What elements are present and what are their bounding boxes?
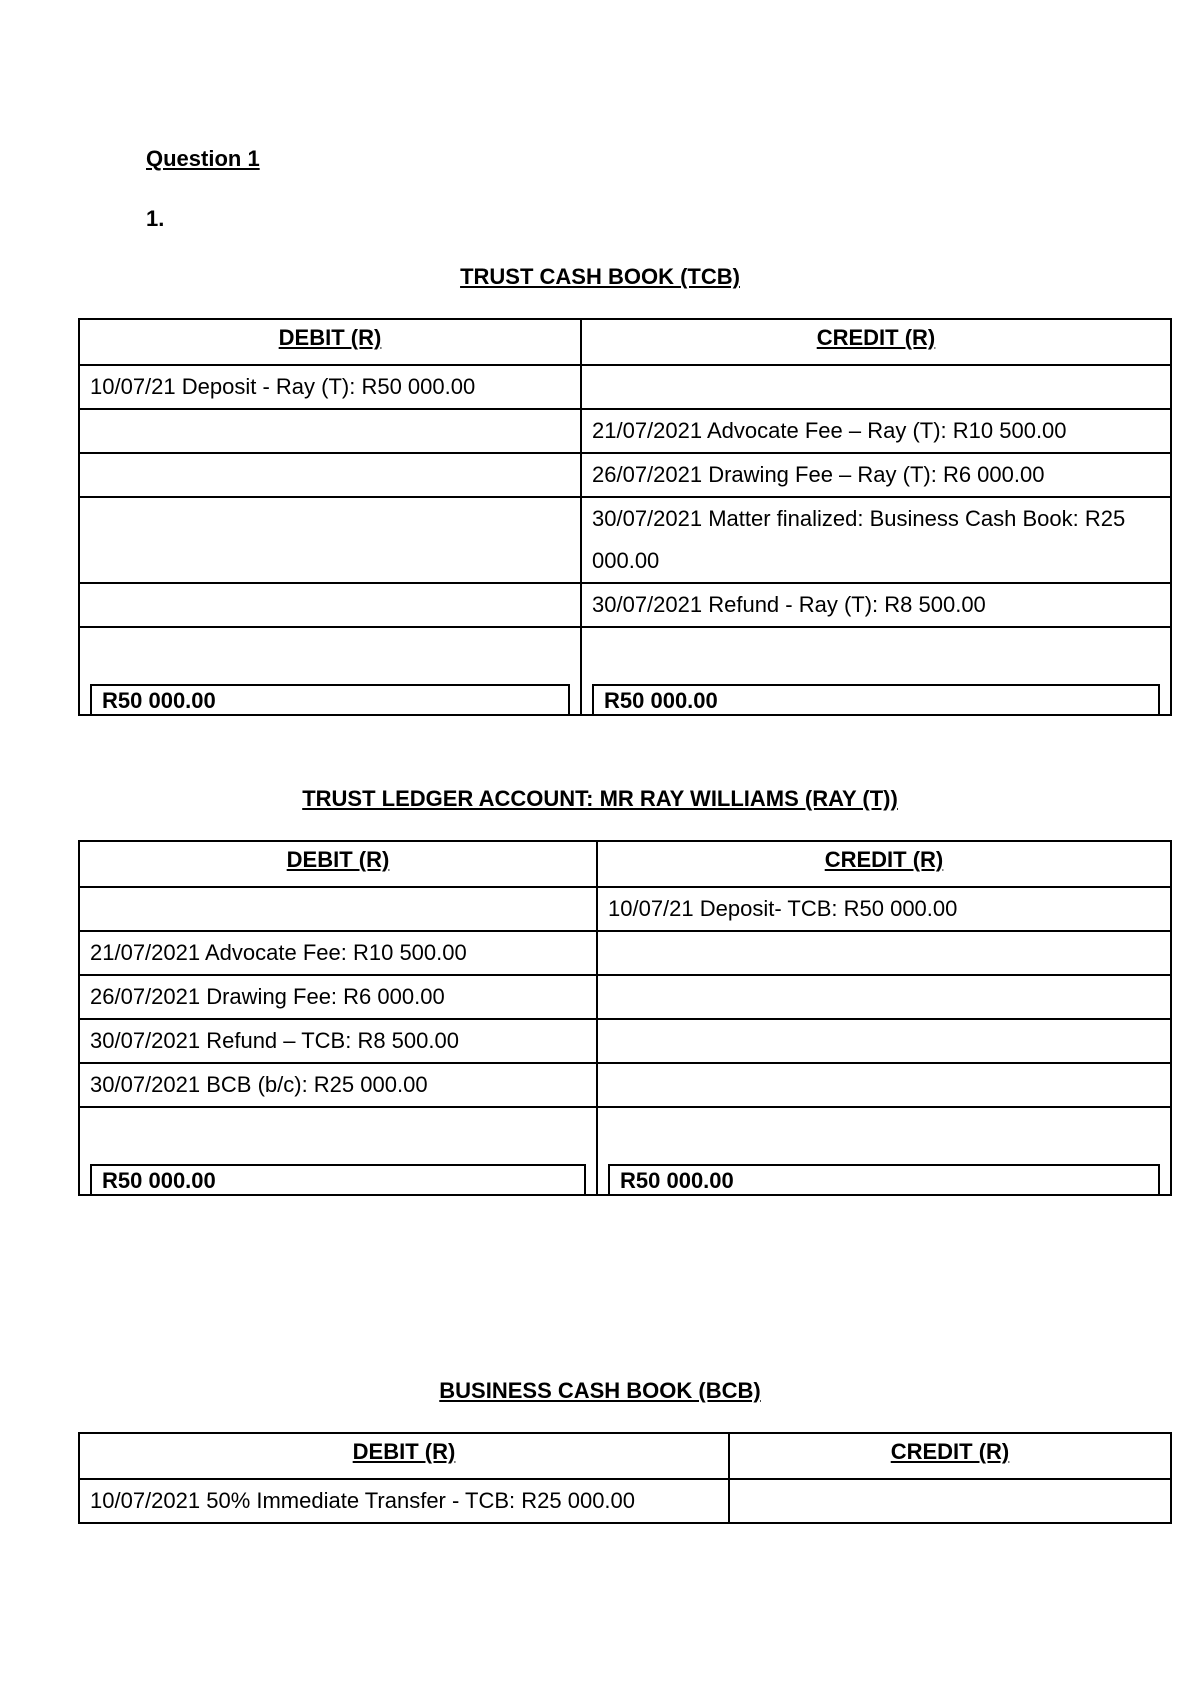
- bcb-title: BUSINESS CASH BOOK (BCB): [439, 1378, 761, 1403]
- tcb-title: TRUST CASH BOOK (TCB): [460, 264, 740, 289]
- tcb-debit-total-cell: [79, 627, 581, 715]
- ledger-debit-cell: 30/07/2021 Refund – TCB: R8 500.00: [79, 1019, 597, 1063]
- tcb-credit-total: R50 000.00: [592, 684, 1160, 714]
- ledger-credit-header: CREDIT (R): [597, 841, 1171, 887]
- ledger-debit-cell: 30/07/2021 BCB (b/c): R25 000.00: [79, 1063, 597, 1107]
- ledger-debit-total: R50 000.00: [90, 1164, 586, 1194]
- table-row: [79, 365, 1171, 409]
- table-row: [79, 1063, 1171, 1107]
- table-row: [79, 975, 1171, 1019]
- tcb-debit-total: R50 000.00: [90, 684, 570, 714]
- ledger-credit-cell: [597, 1063, 1171, 1107]
- tcb-credit-cell: 26/07/2021 Drawing Fee – Ray (T): R6 000.00: [581, 453, 1171, 497]
- bcb-header-row: [79, 1433, 1171, 1479]
- bcb-table: [78, 1432, 1172, 1524]
- question-number: 1.: [146, 206, 165, 231]
- ledger-title: TRUST LEDGER ACCOUNT: MR RAY WILLIAMS (RAY (T)): [302, 786, 898, 811]
- table-row: [79, 1479, 1171, 1523]
- ledger-debit-total-cell: [79, 1107, 597, 1195]
- ledger-header-row: [79, 841, 1171, 887]
- tcb-debit-cell: [79, 409, 581, 453]
- ledger-debit-cell: [79, 887, 597, 931]
- tcb-credit-total-cell: [581, 627, 1171, 715]
- ledger-credit-cell: [597, 975, 1171, 1019]
- table-row: [79, 497, 1171, 583]
- tcb-debit-cell: [79, 497, 581, 583]
- ledger-credit-total-cell: [597, 1107, 1171, 1195]
- tcb-table: [78, 318, 1172, 716]
- tcb-credit-header: CREDIT (R): [581, 319, 1171, 365]
- ledger-table: [78, 840, 1172, 1196]
- ledger-credit-total: R50 000.00: [608, 1164, 1160, 1194]
- question-heading: Question 1: [146, 146, 260, 171]
- ledger-debit-header: DEBIT (R): [79, 841, 597, 887]
- tcb-credit-cell: 30/07/2021 Refund - Ray (T): R8 500.00: [581, 583, 1171, 627]
- tcb-credit-cell: [581, 365, 1171, 409]
- table-row: [79, 887, 1171, 931]
- tcb-debit-cell: [79, 583, 581, 627]
- tcb-debit-header: DEBIT (R): [79, 319, 581, 365]
- tcb-total-row: [79, 627, 1171, 715]
- table-row: [79, 931, 1171, 975]
- ledger-debit-cell: 21/07/2021 Advocate Fee: R10 500.00: [79, 931, 597, 975]
- table-row: [79, 583, 1171, 627]
- bcb-credit-header: CREDIT (R): [729, 1433, 1171, 1479]
- tcb-credit-cell: 30/07/2021 Matter finalized: Business Cash Book: R25 000.00: [581, 497, 1171, 583]
- tcb-debit-cell: 10/07/21 Deposit - Ray (T): R50 000.00: [79, 365, 581, 409]
- bcb-debit-header: DEBIT (R): [79, 1433, 729, 1479]
- table-row: [79, 453, 1171, 497]
- bcb-credit-cell: [729, 1479, 1171, 1523]
- tcb-debit-cell: [79, 453, 581, 497]
- ledger-credit-cell: [597, 1019, 1171, 1063]
- bcb-debit-cell: 10/07/2021 50% Immediate Transfer - TCB: R25 000.00: [79, 1479, 729, 1523]
- tcb-credit-cell: 21/07/2021 Advocate Fee – Ray (T): R10 500.00: [581, 409, 1171, 453]
- table-row: [79, 409, 1171, 453]
- ledger-total-row: [79, 1107, 1171, 1195]
- ledger-debit-cell: 26/07/2021 Drawing Fee: R6 000.00: [79, 975, 597, 1019]
- ledger-credit-cell: [597, 931, 1171, 975]
- tcb-header-row: [79, 319, 1171, 365]
- ledger-credit-cell: 10/07/21 Deposit- TCB: R50 000.00: [597, 887, 1171, 931]
- table-row: [79, 1019, 1171, 1063]
